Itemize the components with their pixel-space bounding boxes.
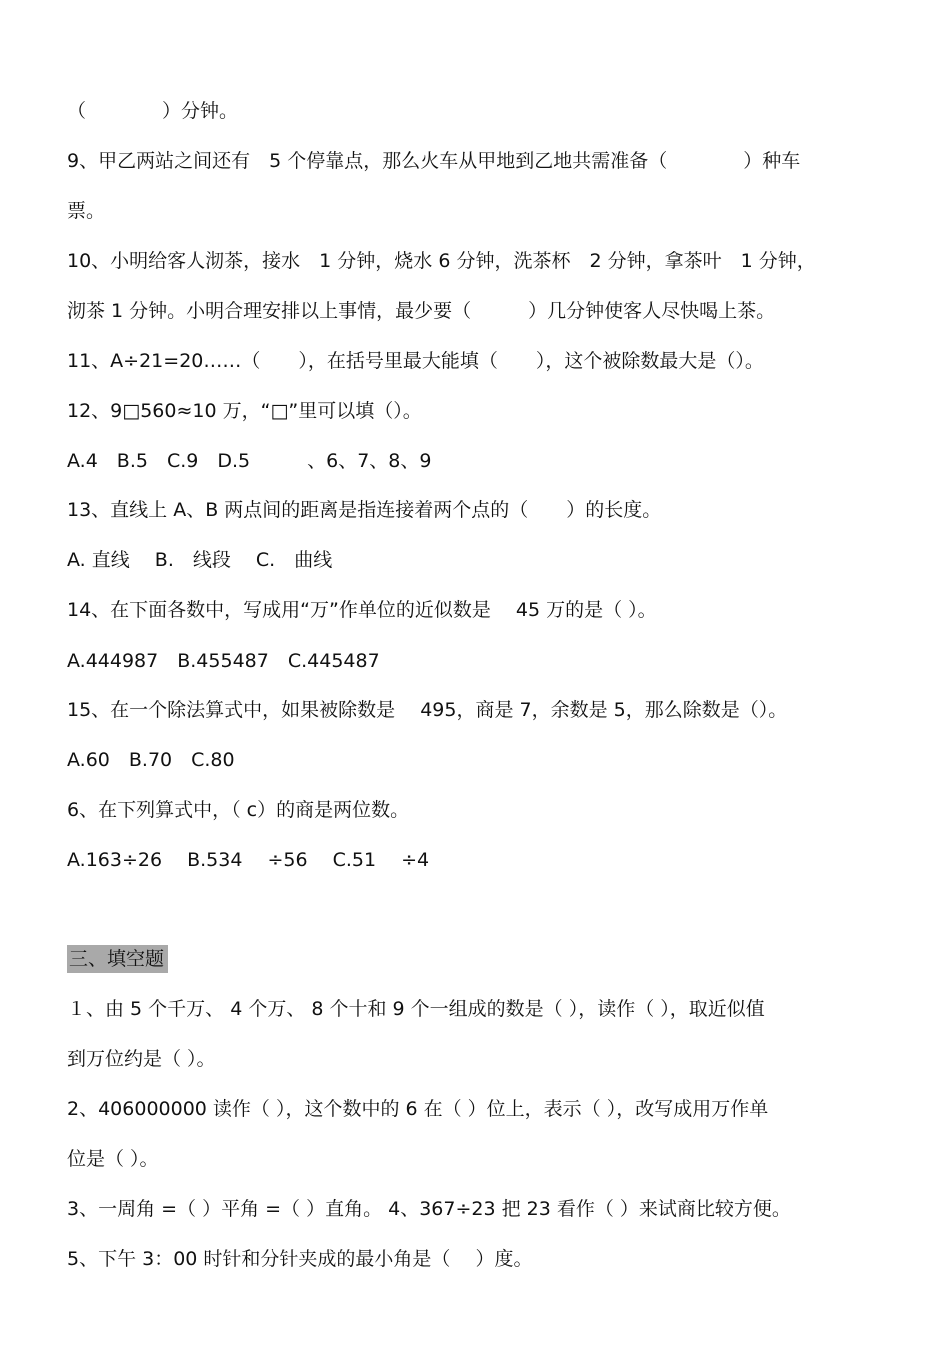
question-12: 12、9□560≈10 万，“□”里可以填（）。 [67, 400, 422, 422]
question-9-line-2: 票。 [67, 200, 106, 222]
question-6-options: A.163÷26 B.534 ÷56 C.51 ÷4 [67, 849, 430, 871]
section-heading-fill-in: 三、填空题 [67, 945, 168, 973]
fill-question-2-line-1: 2、406000000 读作（ ），这个数中的 6 在（ ）位上，表示（ ），改写成用万作单 [67, 1098, 769, 1120]
fill-question-5: 5、下午 3：00 时针和分针夹成的最小角是（ ）度。 [67, 1248, 533, 1270]
fill-question-2-line-2: 位是（ ）。 [67, 1148, 159, 1170]
question-14-options: A.444987 B.455487 C.445487 [67, 650, 380, 672]
question-13-options: A. 直线 B. 线段 C. 曲线 [67, 549, 333, 571]
question-10-line-2: 沏茶 1 分钟。小明合理安排以上事情，最少要（ ）几分钟使客人尽快喝上茶。 [67, 300, 776, 322]
fill-question-3-4: 3、一周角 =（ ）平角 =（ ）直角。 4、367÷23 把 23 看作（ ）来试商比较方便。 [67, 1198, 791, 1220]
question-10-line-1: 10、小明给客人沏茶，接水 1 分钟，烧水 6 分钟，洗茶杯 2 分钟，拿茶叶 1 分钟， [67, 250, 816, 272]
question-11: 11、A÷21=20……（ ），在括号里最大能填（ ），这个被除数最大是（）。 [67, 350, 764, 372]
fill-question-1-line-2: 到万位约是（ ）。 [67, 1048, 216, 1070]
question-9-line-1: 9、甲乙两站之间还有 5 个停靠点，那么火车从甲地到乙地共需准备（ ）种车 [67, 150, 801, 172]
question-14: 14、在下面各数中，写成用“万”作单位的近似数是 45 万的是（ ）。 [67, 599, 657, 621]
text-line: （ ）分钟。 [67, 100, 239, 122]
question-6: 6、在下列算式中，（ c）的商是两位数。 [67, 799, 410, 821]
fill-question-1-line-1: １、由 5 个千万、 4 个万、 8 个十和 9 个一组成的数是（ ），读作（ ），取近似值 [67, 998, 765, 1020]
question-12-options: A.4 B.5 C.9 D.5 、6、7、8、9 [67, 450, 432, 472]
question-13: 13、直线上 A、B 两点间的距离是指连接着两个点的（ ）的长度。 [67, 499, 662, 521]
question-15-options: A.60 B.70 C.80 [67, 749, 235, 771]
question-15: 15、在一个除法算式中，如果被除数是 495，商是 7，余数是 5，那么除数是（）。 [67, 699, 788, 721]
